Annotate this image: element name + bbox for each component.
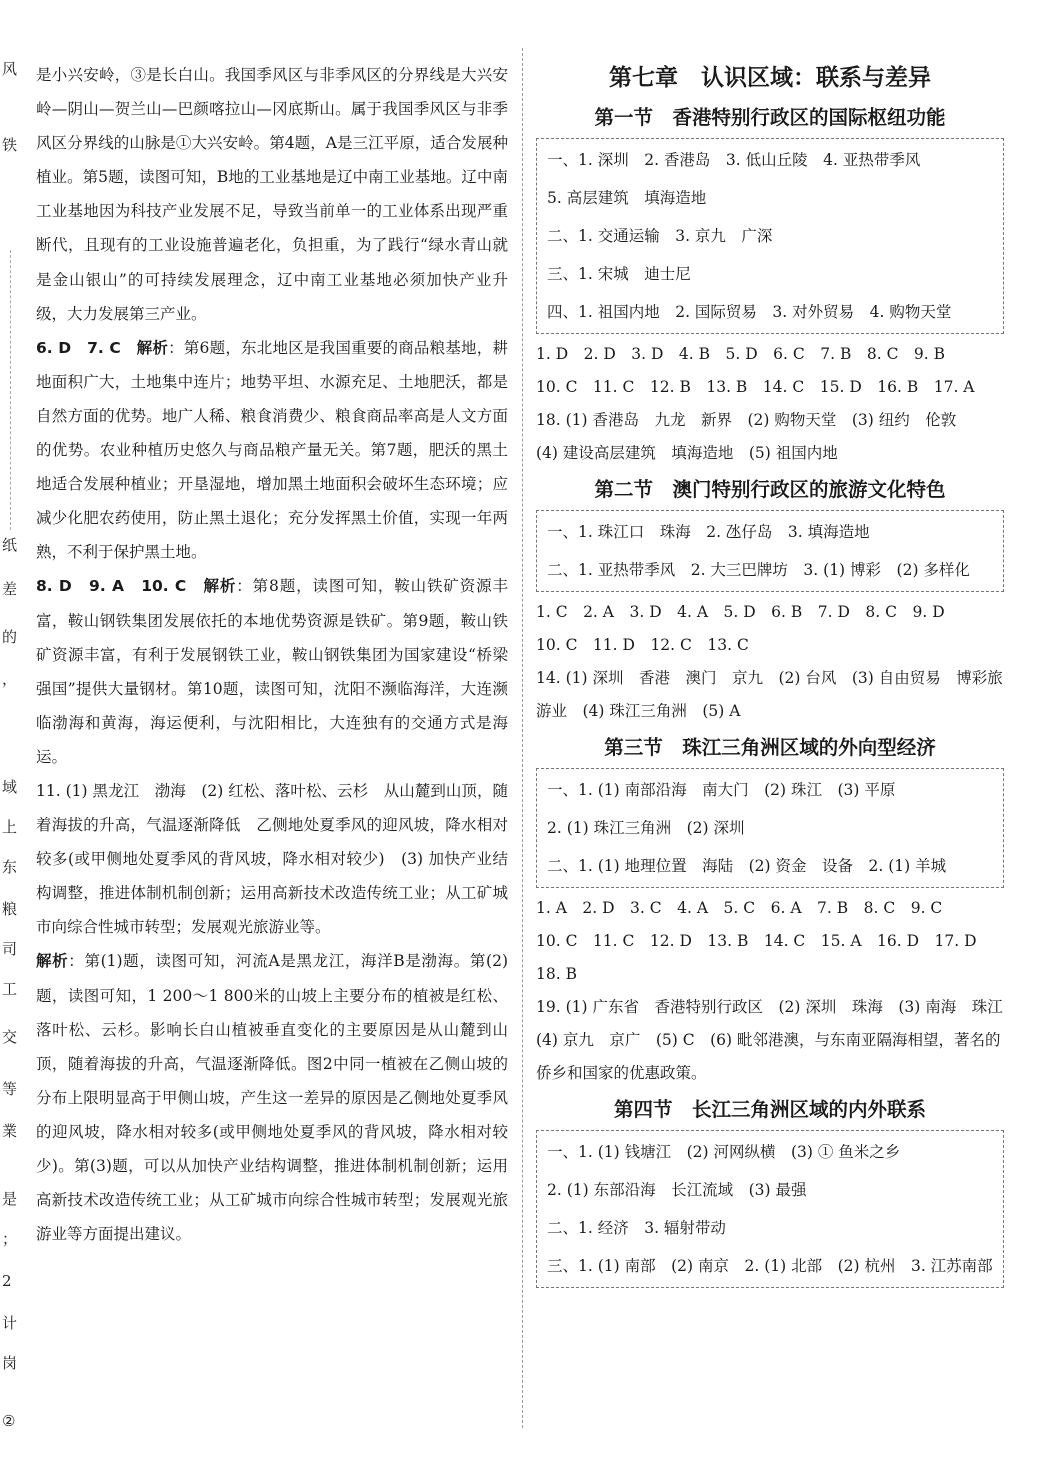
edge-dashed-line bbox=[10, 250, 11, 530]
edge-char: ， bbox=[2, 670, 18, 688]
edge-char: ； bbox=[2, 1230, 18, 1248]
edge-char: 司 bbox=[2, 940, 18, 958]
answer-line: 1. D 2. D 3. D 4. B 5. D 6. C 7. B 8. C 9. B bbox=[536, 345, 946, 363]
box-line: 二、1. 交通运输 3. 京九 广深 bbox=[547, 227, 773, 245]
section-title-1: 第一节 香港特别行政区的国际枢纽功能 bbox=[594, 106, 946, 129]
answer-line: 19. (1) 广东省 香港特别行政区 (2) 深圳 珠海 (3) 南海 珠江 (4) 京九 京广 (5) C (6) 毗邻港澳，与东南亚隔海相望，著名的侨乡和国家的优惠政策。 bbox=[536, 998, 1019, 1082]
edge-char: 交 bbox=[2, 1028, 18, 1046]
box-line: 5. 高层建筑 填海造地 bbox=[547, 189, 707, 207]
box-line: 一、1. (1) 钱塘江 (2) 河网纵横 (3) ① 鱼米之乡 bbox=[547, 1143, 901, 1161]
section-title-4: 第四节 长江三角洲区域的内外联系 bbox=[613, 1098, 926, 1121]
paragraph-q11-analysis bbox=[36, 944, 508, 1251]
left-column bbox=[36, 58, 508, 1251]
box-line: 三、1. 宋城 迪士尼 bbox=[547, 265, 691, 283]
answer-key: 8. D 9. A 10. C bbox=[36, 577, 204, 596]
box-line: 四、1. 祖国内地 2. 国际贸易 3. 对外贸易 4. 购物天堂 bbox=[547, 303, 952, 321]
edge-char: 粮 bbox=[2, 900, 18, 918]
binding-edge-strip bbox=[0, 40, 22, 1440]
right-column bbox=[536, 58, 1019, 1292]
analysis-text: ：第(1)题，读图可知，河流A是黑龙江，海洋B是渤海。第(2)题，读图可知，1 200～1 800米的山坡上主要分布的植被是红松、落叶松、云杉。影响长白山植被垂直变化的主要原因是从山麓到山顶，随着海拔的升高，气温逐渐降低。图2中同一植被在乙侧山坡的分布上限明显高于甲侧山坡，产生这一差异的原因是乙侧地处夏季风的迎风坡，降水相对较多(或甲侧地处夏季风的背风坡，降水相对较少)。第(3)题，可以从加快产业结构调整，推进体制机制创新；运用高新技术改造传统工业；从工矿城市向综合性城市转型；发展观光旅游业等方面提出建议。 bbox=[36, 952, 508, 1244]
edge-char: ② bbox=[2, 1412, 16, 1430]
answer-line: 1. A 2. D 3. C 4. A 5. C 6. A 7. B 8. C 9. C bbox=[536, 899, 943, 917]
section-1-knowledge-box bbox=[536, 138, 1004, 334]
edge-char: 工 bbox=[2, 980, 18, 998]
analysis-text: ：第8题，读图可知，鞍山铁矿资源丰富，鞍山钢铁集团发展依托的本地优势资源是铁矿。第9题，鞍山铁矿资源丰富，有利于发展钢铁工业，鞍山钢铁集团为国家建设“桥梁强国”提供大量钢材。第10题，读图可知，沈阳不濒临海洋，大连濒临渤海和黄海，海运便利，与沈阳相比，大连独有的交通方式是海运。 bbox=[36, 577, 508, 766]
analysis-label: 解析 bbox=[136, 338, 169, 357]
edge-char: 的 bbox=[2, 628, 18, 646]
paragraph-q6-7 bbox=[36, 331, 508, 570]
edge-char: 業 bbox=[2, 1122, 18, 1140]
section-title-3: 第三节 珠江三角洲区域的外向型经济 bbox=[604, 736, 936, 759]
chapter-title: 第七章 认识区域：联系与差异 bbox=[609, 65, 931, 91]
edge-char: 等 bbox=[2, 1080, 18, 1098]
box-line: 一、1. 深圳 2. 香港岛 3. 低山丘陵 4. 亚热带季风 bbox=[547, 151, 921, 169]
analysis-label: 解析 bbox=[203, 577, 237, 596]
analysis-label: 解析 bbox=[36, 952, 69, 971]
answer-line: 10. C 11. C 12. B 13. B 14. C 15. D 16. B 17. A bbox=[536, 378, 975, 396]
box-line: 一、1. (1) 南部沿海 南大门 (2) 珠江 (3) 平原 bbox=[547, 781, 896, 799]
answer-line: 14. (1) 深圳 香港 澳门 京九 (2) 台风 (3) 自由贸易 博彩旅游业 (4) 珠江三角洲 (5) A bbox=[536, 669, 1003, 720]
answer-line: 18. B bbox=[536, 965, 577, 983]
edge-char: 域 bbox=[2, 778, 18, 796]
edge-char: 上 bbox=[2, 818, 18, 836]
box-line: 三、1. (1) 南部 (2) 南京 2. (1) 北部 (2) 杭州 3. 江苏南部 bbox=[547, 1257, 993, 1275]
edge-char: 东 bbox=[2, 858, 18, 876]
edge-char: 铁 bbox=[2, 136, 18, 154]
answer-line: 10. C 11. C 12. D 13. B 14. C 15. A 16. D 17. D bbox=[536, 932, 977, 950]
section-4-knowledge-box bbox=[536, 1130, 1004, 1288]
section-title-2: 第二节 澳门特别行政区的旅游文化特色 bbox=[594, 478, 946, 501]
edge-char: 是 bbox=[2, 1190, 18, 1208]
box-line: 二、1. 经济 3. 辐射带动 bbox=[547, 1219, 726, 1237]
answer-key: 6. D 7. C bbox=[36, 338, 137, 357]
edge-char: 差 bbox=[2, 580, 18, 598]
edge-char: 纸 bbox=[2, 536, 18, 554]
box-line: 2. (1) 珠江三角洲 (2) 深圳 bbox=[547, 819, 745, 837]
answer-line: (4) 建设高层建筑 填海造地 (5) 祖国内地 bbox=[536, 444, 838, 462]
analysis-text: ：第6题，东北地区是我国重要的商品粮基地，耕地面积广大，土地集中连片；地势平坦、水源充足、土地肥沃，都是自然方面的优势。地广人稀、粮食消费少、粮食商品率高是人文方面的优势。农业种植历史悠久与商品粮产量无关。第7题，肥沃的黑土地适合发展种植业；开垦湿地，增加黑土地面积会破坏生态环境；应减少化肥农药使用，防止黑土退化；充分发挥黑土价值，实现一年两熟，不利于保护黑土地。 bbox=[36, 338, 508, 562]
answer-line: 18. (1) 香港岛 九龙 新界 (2) 购物天堂 (3) 纽约 伦敦 bbox=[536, 411, 957, 429]
paragraph-analysis-1: 是小兴安岭，③是长白山。我国季风区与非季风区的分界线是大兴安岭—阴山—贺兰山—巴颜喀拉山—冈底斯山。属于我国季风区与非季风区分界线的山脉是①大兴安岭。第4题，A是三江平原，适合发展种植业。第5题，读图可知，B地的工业基地是辽中南工业基地。辽中南工业基地因为科技产业发展不足，导致当前单一的工业体系出现严重断代，且现有的工业设施普遍老化，负担重，为了践行“绿水青山就是金山银山”的可持续发展理念，辽中南工业基地必须加快产业升级，大力发展第三产业。 bbox=[36, 66, 508, 323]
paragraph-q11: 11. (1) 黑龙江 渤海 (2) 红松、落叶松、云杉 从山麓到山顶，随着海拔的升高，气温逐渐降低 乙侧地处夏季风的迎风坡，降水相对较多(或甲侧地处夏季风的背风坡，降水相对较少) (3) 加快产业结构调整，推进体制机制创新；运用高新技术改造传统工业；从工矿城市向综合性城市转型；发展观光旅游业等。 bbox=[36, 781, 508, 937]
edge-char: 风 bbox=[2, 60, 18, 78]
column-divider bbox=[522, 48, 523, 1428]
section-2-knowledge-box bbox=[536, 510, 1004, 592]
edge-char: 岗 bbox=[2, 1354, 18, 1372]
answer-line: 1. C 2. A 3. D 4. A 5. D 6. B 7. D 8. C 9. D bbox=[536, 603, 945, 621]
box-line: 二、1. (1) 地理位置 海陆 (2) 资金 设备 2. (1) 羊城 bbox=[547, 857, 947, 875]
edge-char: 计 bbox=[2, 1314, 18, 1332]
box-line: 一、1. 珠江口 珠海 2. 氹仔岛 3. 填海造地 bbox=[547, 523, 870, 541]
paragraph-q8-10 bbox=[36, 569, 508, 774]
answer-line: 10. C 11. D 12. C 13. C bbox=[536, 636, 749, 654]
edge-char: 2 bbox=[2, 1272, 12, 1290]
section-3-knowledge-box bbox=[536, 768, 1004, 888]
box-line: 二、1. 亚热带季风 2. 大三巴牌坊 3. (1) 博彩 (2) 多样化 bbox=[547, 561, 970, 579]
box-line: 2. (1) 东部沿海 长江流域 (3) 最强 bbox=[547, 1181, 807, 1199]
